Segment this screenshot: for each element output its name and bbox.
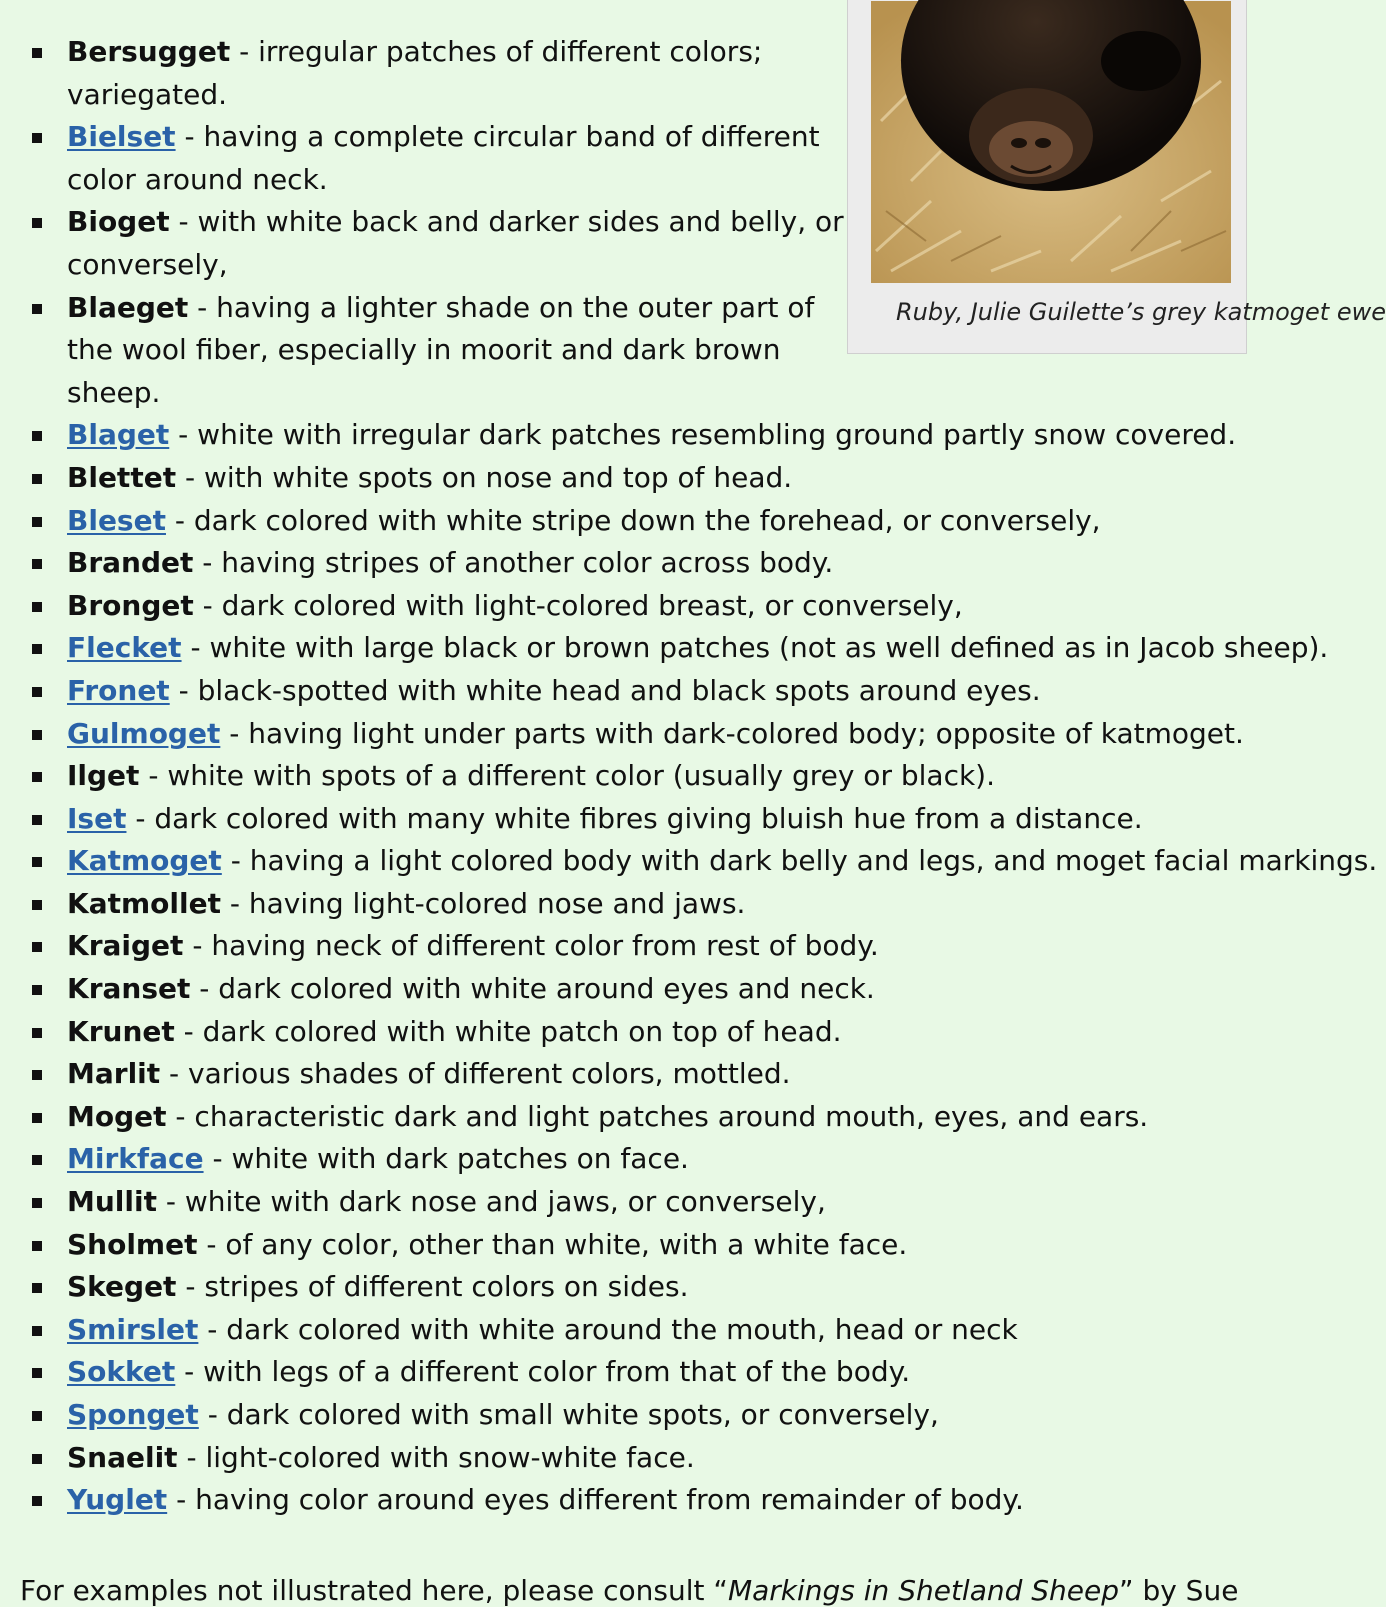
list-item-sholmet: [0, 1224, 1230, 1267]
term-description: - dark colored with many white fibres giving bluish hue from a distance.: [126, 801, 1143, 835]
term-description: - irregular patches of different colors; variegated.: [67, 35, 763, 111]
term-description: - with white spots on nose and top of head.: [176, 460, 793, 494]
footer-suffix: ” by Sue: [1119, 1574, 1239, 1607]
color-pattern-list: [0, 31, 1378, 1522]
term-description: - dark colored with white patch on top of head.: [174, 1014, 842, 1048]
term-name-marlit: Marlit: [67, 1057, 161, 1091]
term-description: - with legs of a different color from that of the body.: [175, 1355, 911, 1389]
term-description: - having light-colored nose and jaws.: [220, 886, 746, 920]
term-link-iset[interactable]: Iset: [67, 801, 127, 835]
term-description: - various shades of different colors, mottled.: [160, 1057, 791, 1091]
list-item-katmollet: [0, 883, 1230, 926]
term-description: - having a light colored body with dark belly and legs, and moget facial markings.: [221, 844, 1378, 878]
term-description: - having a complete circular band of different color around neck.: [67, 120, 820, 196]
term-link-yuglet[interactable]: Yuglet: [67, 1483, 168, 1517]
footer-note: [20, 1574, 1238, 1607]
term-description: - white with dark patches on face.: [203, 1142, 689, 1176]
list-item-blaeget: [0, 287, 847, 415]
term-description: - having a lighter shade on the outer part of the wool fiber, especially in moorit and dark brown sheep.: [67, 290, 815, 409]
list-item-bronget: [0, 585, 1230, 628]
term-link-katmoget[interactable]: Katmoget: [67, 844, 222, 878]
term-name-bersugget: Bersugget: [67, 35, 231, 68]
term-description: - having stripes of another color across body.: [193, 546, 834, 580]
list-item-katmoget: [0, 840, 1378, 883]
list-item-mirkface: [0, 1138, 1230, 1181]
list-item-bioget: [0, 201, 867, 286]
term-name-bioget: Bioget: [67, 205, 170, 239]
term-name-blaeget: Blaeget: [67, 290, 189, 324]
list-item-kraiget: [0, 925, 1230, 968]
term-name-kranset: Kranset: [67, 972, 191, 1006]
term-name-mullit: Mullit: [67, 1185, 157, 1219]
term-link-mirkface[interactable]: Mirkface: [67, 1142, 204, 1176]
term-link-bielset[interactable]: Bielset: [67, 120, 176, 154]
list-item-gulmoget: [0, 713, 1244, 756]
list-item-iset: [0, 798, 1230, 841]
term-name-skeget: Skeget: [67, 1270, 177, 1304]
term-link-fronet[interactable]: Fronet: [67, 673, 170, 707]
term-description: - having color around eyes different from remainder of body.: [167, 1483, 1024, 1517]
term-link-bleset[interactable]: Bleset: [67, 503, 166, 537]
list-item-ilget: [0, 755, 1230, 798]
list-item-blettet: [0, 457, 1230, 500]
term-description: - dark colored with white around eyes and neck.: [190, 972, 875, 1006]
term-name-blettet: Blettet: [67, 460, 177, 494]
term-description: - having neck of different color from rest of body.: [183, 929, 879, 963]
footer-book-title: Markings in Shetland Sheep: [727, 1574, 1120, 1607]
term-link-sponget[interactable]: Sponget: [67, 1398, 199, 1431]
term-link-smirslet[interactable]: Smirslet: [67, 1312, 199, 1346]
term-description: - having light under parts with dark-colored body; opposite of katmoget.: [220, 716, 1244, 750]
term-description: - white with irregular dark patches resembling ground partly snow covered.: [169, 418, 1237, 452]
term-link-sokket[interactable]: Sokket: [67, 1355, 176, 1389]
term-description: - black-spotted with white head and black spots around eyes.: [169, 673, 1041, 707]
photo-caption: Ruby, Julie Guilette’s grey katmoget ewe: [896, 298, 1386, 326]
term-description: - white with large black or brown patches (not as well defined as in Jacob sheep).: [181, 631, 1329, 665]
term-name-sholmet: Sholmet: [67, 1227, 198, 1261]
list-item-skeget: [0, 1266, 1230, 1309]
term-description: - characteristic dark and light patches around mouth, eyes, and ears.: [166, 1099, 1149, 1133]
list-item-flecket: [0, 627, 1329, 670]
list-item-bersugget: [0, 31, 847, 116]
list-item-fronet: [0, 670, 1230, 713]
list-item-brandet: [0, 542, 1230, 585]
list-item-yuglet: [0, 1479, 1230, 1522]
term-description: - dark colored with white around the mouth, head or neck: [198, 1312, 1018, 1346]
term-description: - white with spots of a different color (usually grey or black).: [139, 759, 995, 793]
list-item-smirslet: [0, 1309, 1230, 1352]
term-description: - of any color, other than white, with a white face.: [197, 1227, 908, 1261]
list-item-marlit: [0, 1053, 1230, 1096]
term-description: - dark colored with white stripe down the forehead, or conversely,: [165, 503, 1101, 537]
term-description: - light-colored with snow-white face.: [177, 1440, 695, 1474]
list-item-moget: [0, 1096, 1230, 1139]
list-item-blaget: [0, 414, 1237, 457]
list-item-krunet: [0, 1011, 1230, 1054]
term-description: - white with dark nose and jaws, or conversely,: [156, 1185, 826, 1219]
term-name-brandet: Brandet: [67, 546, 194, 580]
list-item-sponget: [0, 1394, 1230, 1437]
list-item-mullit: [0, 1181, 1230, 1224]
term-name-bronget: Bronget: [67, 588, 194, 622]
term-description: - stripes of different colors on sides.: [176, 1270, 689, 1304]
term-link-blaget[interactable]: Blaget: [67, 418, 170, 452]
list-item-bielset: [0, 116, 847, 201]
term-name-ilget: Ilget: [67, 759, 140, 793]
term-name-snaelit: Snaelit: [67, 1440, 178, 1474]
term-name-kraiget: Kraiget: [67, 929, 184, 963]
term-link-flecket[interactable]: Flecket: [67, 631, 182, 665]
term-name-katmollet: Katmollet: [67, 886, 221, 920]
term-link-gulmoget[interactable]: Gulmoget: [67, 716, 221, 750]
term-name-moget: Moget: [67, 1099, 167, 1133]
footer-prefix: For examples not illustrated here, please consult “: [20, 1574, 728, 1607]
term-name-krunet: Krunet: [67, 1014, 175, 1048]
term-description: - dark colored with light-colored breast, or conversely,: [193, 588, 963, 622]
list-item-snaelit: [0, 1437, 1230, 1480]
term-description: - dark colored with small white spots, or conversely,: [198, 1398, 939, 1431]
list-item-kranset: [0, 968, 1230, 1011]
list-item-sokket: [0, 1351, 1230, 1394]
list-item-bleset: [0, 500, 1230, 543]
term-description: - with white back and darker sides and belly, or conversely,: [67, 205, 844, 281]
